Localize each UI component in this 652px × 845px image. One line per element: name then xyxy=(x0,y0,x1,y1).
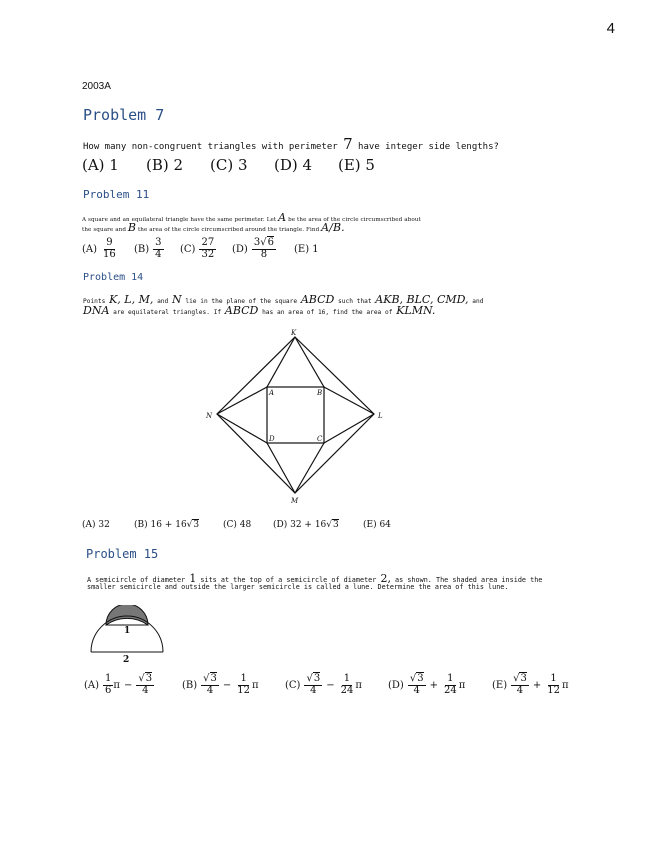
label: (A) xyxy=(82,243,98,255)
contest-label: 2003A xyxy=(82,81,111,92)
numerator: 1 xyxy=(105,673,112,684)
coefficient: 3 xyxy=(253,237,261,248)
problem-7-text-post: have integer side lengths? xyxy=(352,142,499,152)
problem-7-question xyxy=(83,135,499,153)
pi: π xyxy=(355,679,362,691)
problem-11-title: Problem 11 xyxy=(83,188,150,201)
points: K, L, M, xyxy=(109,293,154,306)
denominator: 32 xyxy=(201,248,215,260)
inner-square-abcd xyxy=(267,387,324,443)
choice-a: (A) $\frac{1}{6}$ π − $\frac{√3}{4}$ xyxy=(84,673,153,696)
choice-c: (C) 3 xyxy=(210,156,248,174)
outer-square-klmn xyxy=(217,337,374,493)
denominator: 4 xyxy=(310,684,317,696)
label-c: C xyxy=(317,435,323,443)
numerator: 1 xyxy=(447,673,454,684)
text: the area of the circle circumscribed around the triangle. Find xyxy=(136,227,322,233)
text: are equilateral triangles. If xyxy=(109,309,225,316)
point-n: N xyxy=(172,293,182,306)
choice-e: (E) 64 xyxy=(363,519,391,530)
problem-11-line-2 xyxy=(82,221,345,234)
problem-7-title: Problem 7 xyxy=(83,106,165,124)
radicand: 3 xyxy=(333,520,339,530)
numerator: 9 xyxy=(106,237,113,248)
text: and xyxy=(468,298,484,305)
problem-15-figure xyxy=(85,605,170,665)
denominator: 24 xyxy=(443,684,457,696)
choice-a: (A) 1 xyxy=(82,156,119,174)
text: Points xyxy=(83,298,110,305)
label-large-diameter: 2 xyxy=(123,655,130,665)
operator: + xyxy=(429,679,438,691)
denominator: 4 xyxy=(206,684,214,696)
radicand: 3 xyxy=(417,673,424,684)
problem-7-choices xyxy=(82,156,375,174)
text: sits at the top of a semicircle of diameter xyxy=(196,576,381,584)
operator: − xyxy=(222,679,232,691)
choice-b: (B) $\frac{√3}{4}$ − $\frac{1}{12}$ π xyxy=(182,673,259,696)
denominator: 4 xyxy=(142,684,149,696)
radicand: 3 xyxy=(210,673,217,684)
numerator: 1 xyxy=(240,673,247,684)
denominator: 4 xyxy=(155,248,162,260)
problem-14-figure xyxy=(200,325,390,510)
choice-d: (D) 4 xyxy=(274,156,313,174)
label-l: L xyxy=(378,412,383,420)
choice-b: (B) 2 xyxy=(146,156,184,174)
triangle-dna: DNA xyxy=(83,304,110,317)
lune-shaded xyxy=(106,605,148,625)
denominator: 24 xyxy=(340,684,354,696)
choice-d: (D) 32 + 16 √ 3 xyxy=(273,519,339,530)
numerator: 27 xyxy=(201,237,215,248)
label-small-diameter: 1 xyxy=(124,626,131,636)
text: the square and xyxy=(82,227,128,233)
label-d: D xyxy=(269,435,275,443)
denominator: 6 xyxy=(105,684,112,696)
diameter-2: 2, xyxy=(380,572,391,585)
page-number: 4 xyxy=(606,20,615,37)
pi: π xyxy=(561,679,569,691)
problem-14-line-2 xyxy=(83,304,435,317)
choice-e: (E) 1 xyxy=(294,243,319,255)
radicand: 6 xyxy=(267,237,274,248)
choice-c xyxy=(180,238,232,260)
choice-c: (C) 48 xyxy=(223,519,252,530)
pi: π xyxy=(458,679,466,691)
operator: − xyxy=(326,679,335,691)
denominator: 4 xyxy=(413,684,420,696)
text: A square and an equilateral triangle have the same perimeter. Let xyxy=(82,217,279,223)
problem-15-title: Problem 15 xyxy=(86,547,159,561)
var-a: A xyxy=(278,211,287,224)
text: as shown. The shaded area inside the xyxy=(390,576,543,584)
numerator: 1 xyxy=(550,673,557,684)
radicand: 3 xyxy=(313,673,321,684)
numerator: 3 xyxy=(155,237,162,248)
denominator: 12 xyxy=(237,684,251,696)
text: A semicircle of diameter xyxy=(87,576,190,584)
text: be the area of the circle circumscribed about xyxy=(286,217,421,223)
text: has an area of 16, find the area of xyxy=(258,309,397,316)
operator: − xyxy=(123,679,133,691)
text: (D) 32 + 16 xyxy=(273,519,327,530)
choice-d: (D) $\frac{√3}{4}$ + $\frac{1}{24}$ π xyxy=(388,673,466,696)
problem-7-text-pre: How many non-congruent triangles with perimeter xyxy=(83,142,344,152)
label-n: N xyxy=(206,412,213,420)
denominator: 8 xyxy=(260,248,268,260)
label: (C) xyxy=(180,243,196,255)
problem-14-title: Problem 14 xyxy=(83,272,144,283)
denominator: 12 xyxy=(547,684,560,696)
label-a: A xyxy=(269,389,275,397)
label: (C) xyxy=(285,679,301,691)
text: and xyxy=(153,298,172,305)
triangles: AKB, BLC, CMD, xyxy=(375,293,469,306)
diameter-1: 1 xyxy=(189,572,197,585)
choice-e: (E) $\frac{√3}{4}$ + $\frac{1}{12}$ π xyxy=(492,673,569,696)
text: (B) 16 + 16 xyxy=(134,519,187,530)
label: (D) xyxy=(388,679,404,691)
choice-c: (C) $\frac{√3}{4}$ − $\frac{1}{24}$ π xyxy=(285,673,362,696)
label: (B) xyxy=(182,679,198,691)
choice-a xyxy=(82,238,134,260)
pi: π xyxy=(113,679,120,691)
radicand: 3 xyxy=(193,520,200,530)
klmn: KLMN. xyxy=(396,304,436,317)
problem-15-line-2: smaller semicircle and outside the larger semicircle is called a lune. Determine the area of this lune. xyxy=(87,583,509,591)
pi: π xyxy=(252,679,259,691)
choice-a: (A) 32 xyxy=(82,519,110,530)
numerator: 1 xyxy=(343,673,351,684)
denominator: 4 xyxy=(516,684,524,696)
ratio-ab: A/B. xyxy=(321,221,345,234)
problem-11-choices xyxy=(82,238,319,260)
label-k: K xyxy=(291,329,297,337)
label-b: B xyxy=(317,389,323,397)
choice-b: (B) 16 + 16 √ 3 xyxy=(134,519,200,530)
label: (D) xyxy=(232,243,248,255)
radicand: 3 xyxy=(145,673,153,684)
problem-7-perimeter: 7 xyxy=(343,135,353,153)
denominator: 16 xyxy=(103,248,116,260)
text: such that xyxy=(334,298,376,305)
choice-e: (E) 5 xyxy=(338,156,375,174)
label: (B) xyxy=(134,243,150,255)
radicand: 3 xyxy=(520,673,527,684)
square: ABCD xyxy=(224,304,259,317)
label-m: M xyxy=(291,497,299,505)
operator: + xyxy=(532,679,542,691)
choice-d: (D) $\frac{3√6}{8}$ xyxy=(232,237,274,260)
var-b: B xyxy=(127,221,137,234)
square: ABCD xyxy=(300,293,335,306)
label: (E) xyxy=(492,679,508,691)
choice-b xyxy=(134,238,180,260)
text: lie in the plane of the square xyxy=(181,298,301,305)
problem-14-choices xyxy=(82,519,391,530)
label: (A) xyxy=(84,679,100,691)
problem-15-choices xyxy=(84,674,569,696)
